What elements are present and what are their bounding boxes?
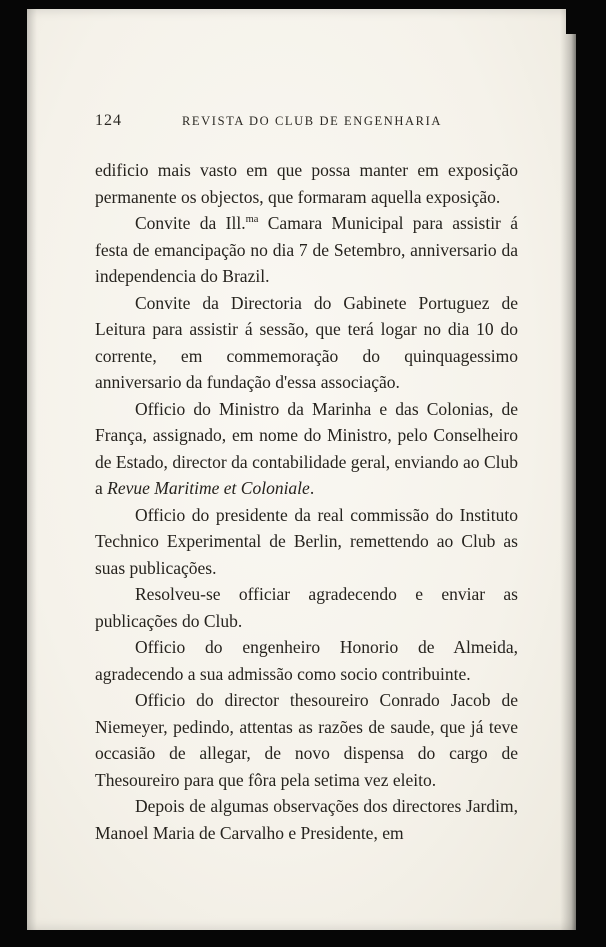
text-segment: Officio do Ministro da Marinha e das Colonias, de França, assignado, em nome do Ministro, pelo Conselheiro de Estado, director da contabilidade geral, enviando ao Club a <box>95 398 518 498</box>
paragraph <box>95 687 518 793</box>
text-segment: Officio do presidente da real commissão do Instituto Technico Experimental de Berlin, remettendo ao Club as suas publicações. <box>95 504 518 578</box>
running-title: REVISTA DO CLUB DE ENGENHARIA <box>182 114 442 128</box>
text-segment: Camara Municipal para assistir á festa de emancipação no dia 7 de Setembro, anniversario da independencia do Brazil. <box>95 213 519 286</box>
paragraph <box>95 396 518 502</box>
page-number: 124 <box>95 112 122 129</box>
paragraph <box>95 634 518 687</box>
paragraph <box>95 581 518 634</box>
paragraph <box>95 210 518 290</box>
paragraph <box>95 290 518 396</box>
paragraph <box>95 157 518 210</box>
text-segment: Officio do director thesoureiro Conrado Jacob de Niemeyer, pedindo, attentas as razões de saude, que já teve occasião de allegar, de novo dispensa do cargo de Thesoureiro para que fôra pela setima vez eleito. <box>95 690 518 790</box>
text-segment: Convite da Ill. <box>135 213 246 233</box>
page-header <box>95 112 516 130</box>
paragraph <box>95 502 518 582</box>
scan-edge-artifact <box>566 0 588 34</box>
text-segment: Convite da Directoria do Gabinete Portuguez de Leitura para assistir á sessão, que terá logar no dia 10 do corrente, em commemoração do quinquagessimo anniversario da fundação d'essa associação. <box>95 292 518 392</box>
text-segment: edificio mais vasto em que possa manter em exposição permanente os objectos, que formaram aquella exposição. <box>95 160 518 207</box>
book-page <box>27 9 576 930</box>
text-segment: Officio do engenheiro Honorio de Almeida, agradecendo a sua admissão como socio contribuinte. <box>95 637 518 684</box>
paragraph <box>95 793 518 846</box>
text-segment: ma <box>245 214 259 226</box>
text-segment: Depois de algumas observações dos directores Jardim, Manoel Maria de Carvalho e Presidente, em <box>95 796 518 843</box>
page-body <box>95 157 518 846</box>
text-segment: Resolveu-se officiar agradecendo e enviar as publicações do Club. <box>95 584 518 631</box>
text-segment: . <box>309 478 315 498</box>
text-segment: Revue Maritime et Coloniale <box>107 478 310 498</box>
